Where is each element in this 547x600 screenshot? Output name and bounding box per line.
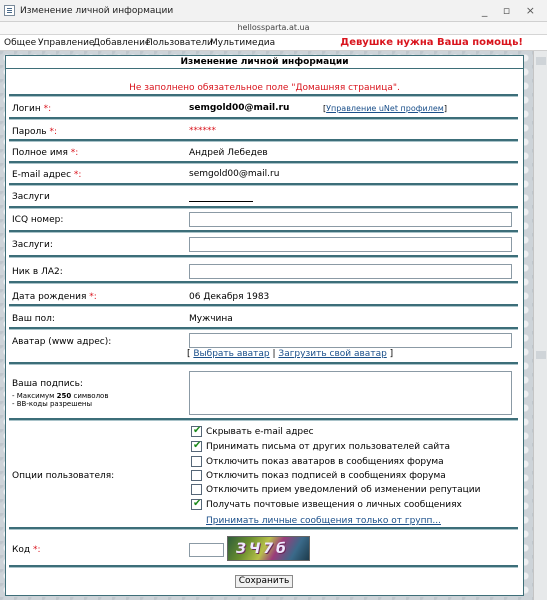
signature-label: Ваша подпись: xyxy=(12,379,83,389)
option-checkbox[interactable] xyxy=(191,456,202,467)
options-label: Опции пользователя: xyxy=(12,471,115,481)
option-label: Отключить показ аватаров в сообщениях форума xyxy=(206,457,444,467)
promo-link[interactable]: Девушке нужна Ваша помощь! xyxy=(340,37,523,48)
menu-item-users[interactable]: Пользователи xyxy=(146,38,213,48)
email-label: E-mail адрес *: xyxy=(12,170,82,180)
captcha-image: ЗЧ7б xyxy=(227,536,310,561)
groups-link[interactable]: Принимать личные сообщения только от групп... xyxy=(206,516,441,526)
icq-label: ICQ номер: xyxy=(12,215,64,225)
option-label: Отключить показ подписей в сообщениях форума xyxy=(206,471,446,481)
email-value: semgold00@mail.ru xyxy=(189,169,280,179)
option-checkbox[interactable] xyxy=(191,499,202,510)
unet-profile-link-wrap: [Управление uNet профилем] xyxy=(323,104,447,113)
menu-item-management[interactable]: Управление xyxy=(38,38,95,48)
login-label: Логин *: xyxy=(12,104,52,114)
choose-avatar-link[interactable]: Выбрать аватар xyxy=(193,349,270,359)
window-titlebar xyxy=(0,0,547,22)
option-label: Принимать письма от других пользователей сайта xyxy=(206,442,450,452)
merits-label: Заслуги xyxy=(12,192,50,202)
merits-input[interactable] xyxy=(189,237,512,252)
gender-label: Ваш пол: xyxy=(12,314,55,324)
page-icon xyxy=(4,5,15,16)
row-divider xyxy=(9,161,518,164)
menu-item-add[interactable]: Добавление xyxy=(93,38,151,48)
row-divider xyxy=(9,418,518,421)
password-label: Пароль *: xyxy=(12,127,57,137)
icq-input[interactable] xyxy=(189,212,512,227)
form-title: Изменение личной информации xyxy=(6,56,523,69)
fullname-label: Полное имя *: xyxy=(12,148,79,158)
window-controls[interactable]: _ ▫ × xyxy=(481,4,541,17)
url-bar[interactable]: hellossparta.at.ua xyxy=(0,22,547,35)
signature-textarea[interactable] xyxy=(189,371,512,415)
row-divider xyxy=(9,281,518,284)
row-divider xyxy=(9,94,518,97)
window-title: Изменение личной информации xyxy=(20,6,174,16)
row-divider xyxy=(9,362,518,365)
nick-label: Ник в ЛА2: xyxy=(12,267,63,277)
row-divider xyxy=(9,527,518,530)
row-divider xyxy=(9,117,518,120)
row-divider xyxy=(9,565,518,568)
row-divider xyxy=(9,230,518,233)
option-checkbox[interactable] xyxy=(191,426,202,437)
unet-profile-link[interactable]: Управление uNet профилем xyxy=(326,104,444,113)
option-checkbox[interactable] xyxy=(191,484,202,495)
row-divider xyxy=(9,206,518,209)
row-divider xyxy=(9,304,518,307)
signature-note-max: - Максимум 250 символов xyxy=(12,392,109,400)
save-button[interactable]: Сохранить xyxy=(235,575,293,588)
fullname-value: Андрей Лебедев xyxy=(189,148,268,158)
avatar-label: Аватар (www адрес): xyxy=(12,337,112,347)
side-block xyxy=(536,351,546,359)
menu-item-general[interactable]: Общее xyxy=(4,38,37,48)
menu-bar xyxy=(0,35,547,51)
birthday-label: Дата рождения *: xyxy=(12,292,97,302)
merits2-label: Заслуги: xyxy=(12,240,53,250)
avatar-links: [ Выбрать аватар | Загрузить свой аватар ] xyxy=(187,349,394,359)
nick-input[interactable] xyxy=(189,264,512,279)
merits-value xyxy=(189,201,253,202)
option-label: Отключить прием уведомлений об изменении репутации xyxy=(206,485,481,495)
row-divider xyxy=(9,255,518,258)
option-label: Получать почтовые извещения о личных сообщениях xyxy=(206,500,462,510)
signature-note-bbcode: - BB-коды разрешены xyxy=(12,400,93,408)
option-checkbox[interactable] xyxy=(191,441,202,452)
profile-form-panel xyxy=(5,55,524,596)
password-value: ****** xyxy=(189,126,216,136)
option-checkbox[interactable] xyxy=(191,470,202,481)
avatar-url-input[interactable] xyxy=(189,333,512,348)
side-block xyxy=(536,57,546,65)
birthday-value: 06 Декабря 1983 xyxy=(189,292,270,302)
row-divider xyxy=(9,327,518,330)
gender-value: Мужчина xyxy=(189,314,233,324)
captcha-input[interactable] xyxy=(189,543,224,557)
code-label: Код *: xyxy=(12,545,41,555)
groups-messages-link xyxy=(206,516,441,526)
option-label: Скрывать e-mail адрес xyxy=(206,427,314,437)
menu-item-multimedia[interactable]: Мультимедиа xyxy=(210,38,276,48)
side-panel xyxy=(533,51,547,600)
row-divider xyxy=(9,183,518,186)
row-divider xyxy=(9,139,518,142)
form-warning: Не заполнено обязательное поле "Домашняя страница". xyxy=(129,83,400,93)
upload-avatar-link[interactable]: Загрузить свой аватар xyxy=(278,349,387,359)
login-value: semgold00@mail.ru xyxy=(189,103,290,113)
